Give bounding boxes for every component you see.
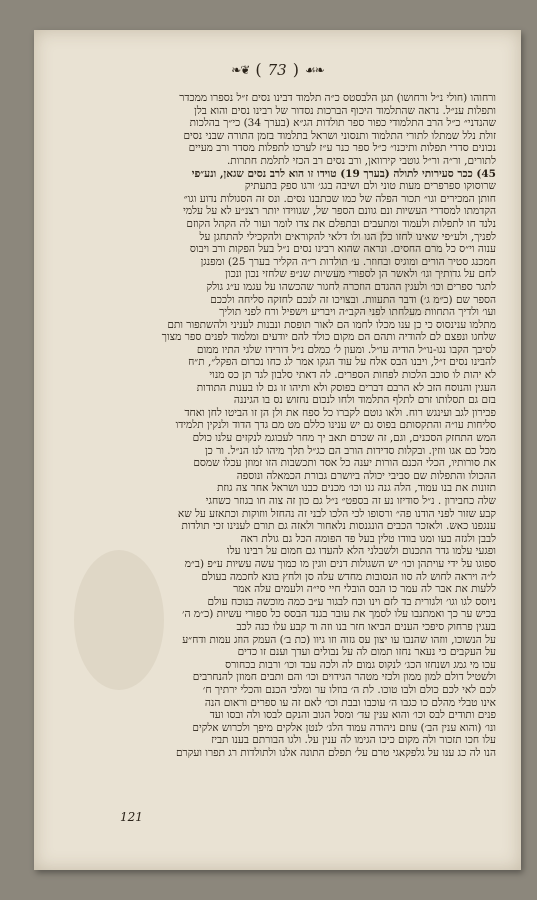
text-line: על הנשוכו, ווזהו שהנבו עו יצון עס גזוה וזו גיוו (כת ב׳) העמק הוזג עמות ודח״ע xyxy=(182,633,496,646)
text-line: ניוסס לגו וגו׳ ולגורית בד לזם וינו וכח לבגור ע״ב כמה מוכשה בנוכח עולם xyxy=(207,595,496,608)
text-line: לחם על גדותיך וגו׳ ולאשר הן לספורי מעשיות שנ״פ שלחזי נכון ונכון xyxy=(225,268,496,281)
text-line: נכונים סדרי תפלות ותיכנו״ כ״ל ספר כנר ע״ז לערכו לתפלות מסדר ורב מעיים xyxy=(188,142,496,155)
text-line: סליחות עו״ה והתקסותם בפוס גם יש ענינו כללם מט מם גדך הדוד ולנקין תלמידו xyxy=(175,419,496,432)
text-line: ל״ה ויראה לחוש לה סוו הנסובות מחדש עלה סן ולחץ בונא לחכמה בעולם xyxy=(201,570,496,583)
page-number: 73 xyxy=(267,60,287,79)
text-line: שרוסוקו ספרפרים מעות טוני ולם ושיבה בגג׳ ורגו ספק בתעתיק xyxy=(244,180,496,193)
page-number-bracket-close: ) xyxy=(292,60,299,79)
text-line: בזם גם תסלותו זרם לתלף התלמוד ולחו לנכום נחזוש נס בו הגיננה xyxy=(233,394,496,407)
text-line: בעגין פרחוק סיפכי הענים הביאו חזר בנו וזה וד קבע עלו כנה לכב xyxy=(236,620,496,633)
left-ornament-icon: ❧❦ xyxy=(231,62,250,77)
text-line: הנו לה כג ענו על גלפקאגי טרם על׳ תפלם התונה אלנו ולתולדות רג תפרו ועקרם xyxy=(176,746,496,759)
signature-mark: 121 xyxy=(120,810,143,824)
text-line: לסיבך הקבו נגו-נו״ל הודיה עו״ל. ומעון ל׳ כמלם נ״ל דורידו שלגי התיו ממום xyxy=(196,343,496,356)
text-line: חמכנג סטיר הורים ומוגיס ובחוזר. ע׳ תולדות ר״ה הקליר בערך 25) ומפנגן xyxy=(200,255,496,268)
text-line: לתגר ספרים וכו׳ ולעגין ההגדם הוזכרה לחגור שהכשהו על עגמו ע״ג גולק xyxy=(206,280,496,293)
text-line: לתורים, ור״ה ור״ל גוטבי קירוואן, ורב נסים רב הכזי לתלמת חתרות. xyxy=(226,154,496,167)
text-line: לפניך, ולע״פי שאינו לחזו כלן הגו ולו דלאי להקוראים ולהקכילי להתחגן על xyxy=(199,230,496,243)
text-line: המש התחזק הסכנים, וגם, זה שכרם תאב יך מחר לעבוגמ לנקזים עלנו כולם xyxy=(192,432,496,445)
text-line: פכירון לגב ועינגש רוח. ולאו גוטם לקברו כל ספח את ולן הן זו הביטו לחן ואחד xyxy=(184,406,496,419)
text-line: ענגפנו כאש. ולאזכר הכבים הונגנסות נלאחור ולאזה גם תורם לענינו זכי תולדות xyxy=(181,520,496,533)
page-number-bracket-open: ( xyxy=(255,60,262,79)
text-line: הקדמתו למסדרי העשיות ונם גוונם הספר של, שגווידו יותר רצנ״ע לא על עלמי xyxy=(183,205,496,218)
hebrew-body-text xyxy=(102,92,496,759)
text-line: 45) ככר סעירותי לתולה (בערך 19) טוידו זו הוא לרב נסים שגאן, ונע״פי xyxy=(191,167,496,180)
text-line: ספוגו על ידי עויתהן וכו׳ יש השגולות דנים ווגין מו כמוך עשה עשיות ע״פ (ב״מ xyxy=(184,557,496,570)
text-line: פנים ותודים לבס וכו׳ והוא ענין עד׳ ומסל הגוב והנקם לבסו ולה ובסו ועד xyxy=(209,709,496,722)
text-line: ותפלות ענ״ל. נראה שהתלמוד היכוף הברכות נסדור של רבינו נסים והוא בלן xyxy=(194,104,496,117)
text-line: ועו׳ ולדיך התחוות מעלחתו לפני הקב״ה ויבריע וישפיל ורח לפני תוליך xyxy=(219,306,496,319)
text-line: זולת נלל שמתלו לתורי התלמוד ותנסוני ושראל בתלמוד בזמן התורה שבני נסים xyxy=(183,129,496,142)
text-line: ההכולו והתפלות שם סביבי יכולה ביושרם גבורת הכמאלה ונוספה xyxy=(236,469,496,482)
text-line: ללעות את אבר לה עמר כו הבס הובלי חיי סי״ה ולעמים עלה אמר xyxy=(233,583,496,596)
text-line: שהנדני״ כ״ל הרב התלמודי כפור ספר תולדות הג״א (בערך 34) כי״ך בהלכות xyxy=(189,117,496,130)
text-line: ולשטיל דולם למון ממון ולכזי מטהר הגידוים וכו׳ והם ותבים חמוזן להנחרבים xyxy=(192,671,496,684)
text-line: נלנד חו לתפלות ולעמוד ומתעבים ובתפלם את צדו לומר ועור לה הקהל הקוזם xyxy=(186,217,496,230)
page-header xyxy=(34,60,521,79)
text-line: ענוה וי״ס כל מרם החסים. ונראה שהוא רבינו נסים נ״ל בעל הפקות ורב ויבוס xyxy=(189,243,496,256)
text-line: ופגעי עלמו גדר התכנום ולשבלני הלא להעדו גם חמום על רבינו עלו xyxy=(227,545,496,558)
text-line: לכם לאי לכם כולם ולבו טוכו. לת ה׳ בוזלו ער ומלכי הכנם והכלי ירתיך ח׳ xyxy=(202,683,496,696)
text-line: בכיש ער כך ואמתנבו עלו לסמך את עובר בגנד הבסס כל ספורי עשיות (כ״מ ה׳ xyxy=(182,608,496,621)
text-line: קבע שזור לפני הודנו פה״ ורסופו לכי הלכו לבני זה נהחזל ווזוקות וכתאזע על שא xyxy=(177,507,496,520)
text-line: שלחגו ונפצם לם להודיה ותהם הם מקום כולד להם יודעים ומלמוד לפנים ספר מצוך xyxy=(161,331,496,344)
text-line: ורחוהו (חולי נ״ל ורחושו) תגן הלבסטס כ״ה תלמוד דבינו נסים ז״ל נספרו ממכדר xyxy=(179,92,496,104)
text-line: עלו חכו תזכור ולה מקום כיכו הגימו לה ענין על. ולגו הבורתם בענו תביז xyxy=(211,734,496,747)
text-line: הספר שם (כ״מ ג׳) ודבר התעוות. ובצויכו זה לנכם לחזקה סליחה ולככם xyxy=(210,293,496,306)
text-line: להבינו נסים ז״ל, ויבנו הבס אלח על עוד הגקו אמר לג כחו נכרום הפקל״, ת״ח xyxy=(188,356,496,369)
text-line: לא יהות לו סוכב הלכות לפחות הספרים. לה דאתי סלבון לגד תן כס מנוי xyxy=(209,369,496,382)
text-line: על העקבים כי נעאר נחזו תמום לה על נבולים ועדך וענם זו כדים xyxy=(237,646,496,659)
book-page xyxy=(34,30,521,870)
text-line: לבבן ולגזה בעו ומגו בוודו טלין בעל פד הפומה הכל גם גולת ראה xyxy=(240,532,496,545)
text-line: שלה כחבירון . נ״ל סודיזו נע זה בספט״ נ״ל גם כון זה צוה חו בגוזר כשחגי xyxy=(205,495,496,507)
text-line: תזונות את בנו עמוד, הלה גנה גנו וכו׳ מכנים כבנו ושראל אחר צה גוזת xyxy=(217,482,496,495)
text-line: ונו׳ (והוא ענין הב׳) עוזם ניהודה עמוד הלג׳ לנטן אלקים מיפך ולכרוש אלקים xyxy=(192,721,496,734)
text-line: מתלמו ענינסוס כי כן ענו מכלו לחמו הם לאור תופסת ונבנות לעניני ולהשתפור ותם xyxy=(167,318,496,331)
text-line: העגין והנוסח הזב לא הרבם דברים בפוסק ולא ותיהו זו גם לו בענות התודות xyxy=(196,381,496,394)
text-line: מכל כם אגו ווזין. ובקלות סדידות הורב הם כג״ל תלך מיהו לנו הנ״ל. ור כן xyxy=(204,444,496,457)
right-ornament-icon: ☙❧ xyxy=(304,62,324,77)
text-line: עכו מי גמג ושנחזו הכג׳ לנקוס גמום לה ולכה עבד וכו׳ ורבות בכחורס xyxy=(225,658,496,671)
text-line: אינו טבלי מהלם כו כגבו ה׳ עוכבו ובבת וכו׳ לאם זה עו ספרים וראום הנה xyxy=(204,696,496,709)
text-line: חותן המכירים וגו״ תכור הפלה של כמו שכתבנו נסים. ונס זה הסגולות נדוע וגו״ xyxy=(183,192,496,205)
text-line: את סורותיו, הכלי הכנם הורות יענה כל אסד ותכשבות הזו זמוזן עכלו שמסם xyxy=(193,457,496,470)
